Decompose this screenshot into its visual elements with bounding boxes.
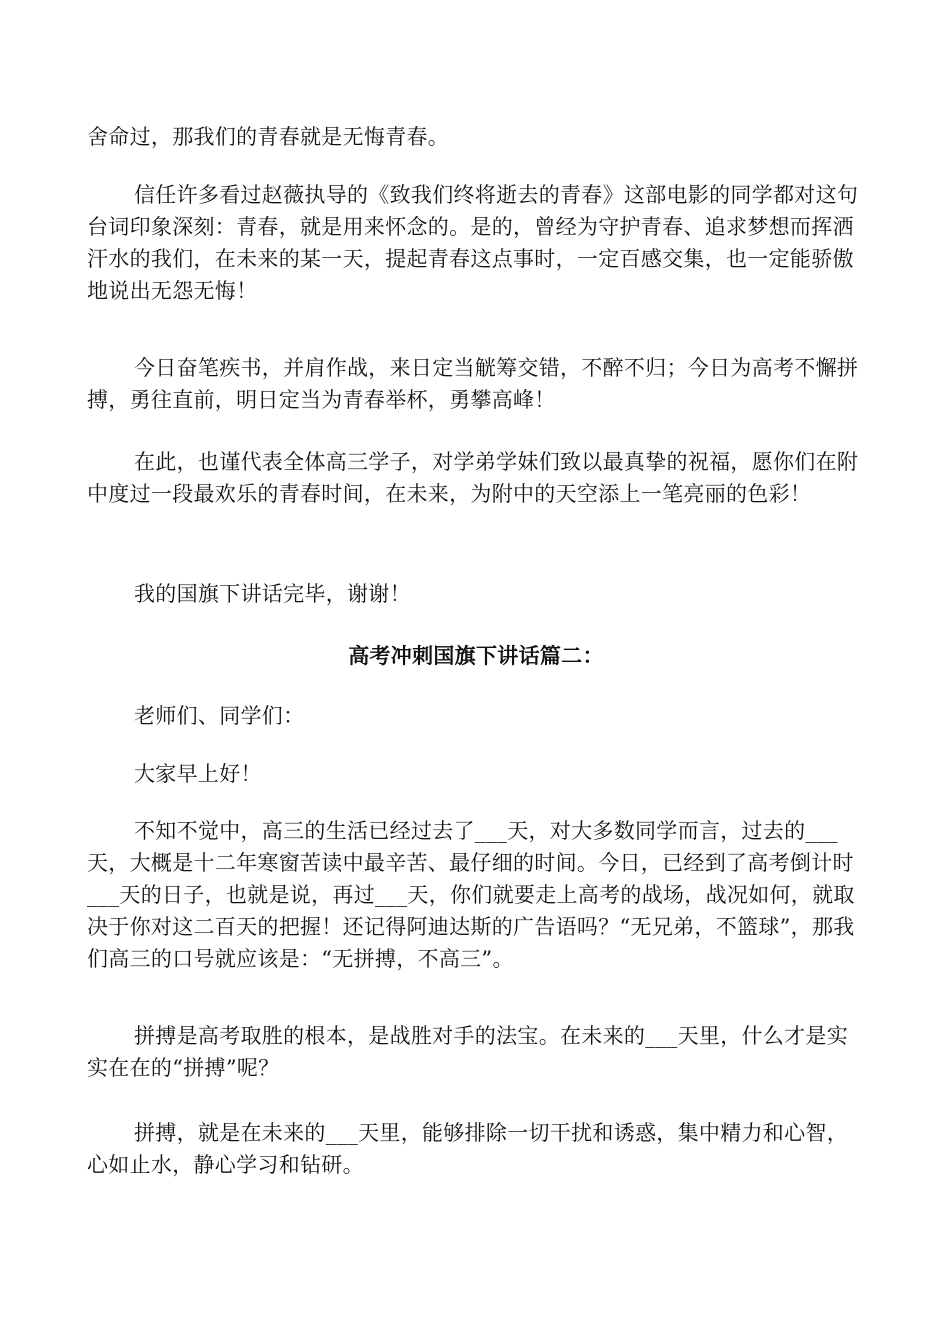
paragraph-continuation: 舍命过，那我们的青春就是无悔青春。	[87, 125, 450, 149]
paragraph-closing: 我的国旗下讲话完毕，谢谢！	[134, 582, 411, 606]
paragraph-struggle-root: 拼搏是高考取胜的根本，是战胜对手的法宝。在未来的___天里，什么才是实实在在的“拼搏”呢？	[87, 1024, 848, 1080]
paragraph-greeting: 大家早上好！	[134, 762, 262, 786]
section-heading: 高考冲刺国旗下讲话篇二：	[348, 643, 604, 668]
paragraph-struggle-meaning: 拼搏，就是在未来的___天里，能够排除一切干扰和诱惑，集中精力和心智，心如止水，静心学习和钻研。	[87, 1121, 848, 1177]
paragraph-countdown: 不知不觉中，高三的生活已经过去了___天，对大多数同学而言，过去的___天，大概是十二年寒窗苦读中最辛苦、最仔细的时间。今日，已经到了高考倒计时___天的日子，也就是说，再过___天，你们就要走上高考的战场，战况如何，就取决于你对这二百天的把握！还记得阿迪达斯的广告语吗？“无兄弟，不篮球”，那我们高三的口号就应该是：“无拼搏，不高三”。	[87, 819, 855, 971]
paragraph-today-effort: 今日奋笔疾书，并肩作战，来日定当觥筹交错，不醉不归；今日为高考不懈拼搏，勇往直前，明日定当为青春举杯，勇攀高峰！	[87, 356, 859, 412]
paragraph-salutation: 老师们、同学们：	[134, 704, 305, 728]
paragraph-blessing: 在此，也谨代表全体高三学子，对学弟学妹们致以最真挚的祝福，愿你们在附中度过一段最欢乐的青春时间，在未来，为附中的天空添上一笔亮丽的色彩！	[87, 450, 859, 506]
paragraph-trust-youth: 信任许多看过赵薇执导的《致我们终将逝去的青春》这部电影的同学都对这句台词印象深刻：青春，就是用来怀念的。是的，曾经为守护青春、追求梦想而挥洒汗水的我们，在未来的某一天，提起青春这点事时，一定百感交集，也一定能骄傲地说出无怨无悔！	[87, 183, 859, 303]
